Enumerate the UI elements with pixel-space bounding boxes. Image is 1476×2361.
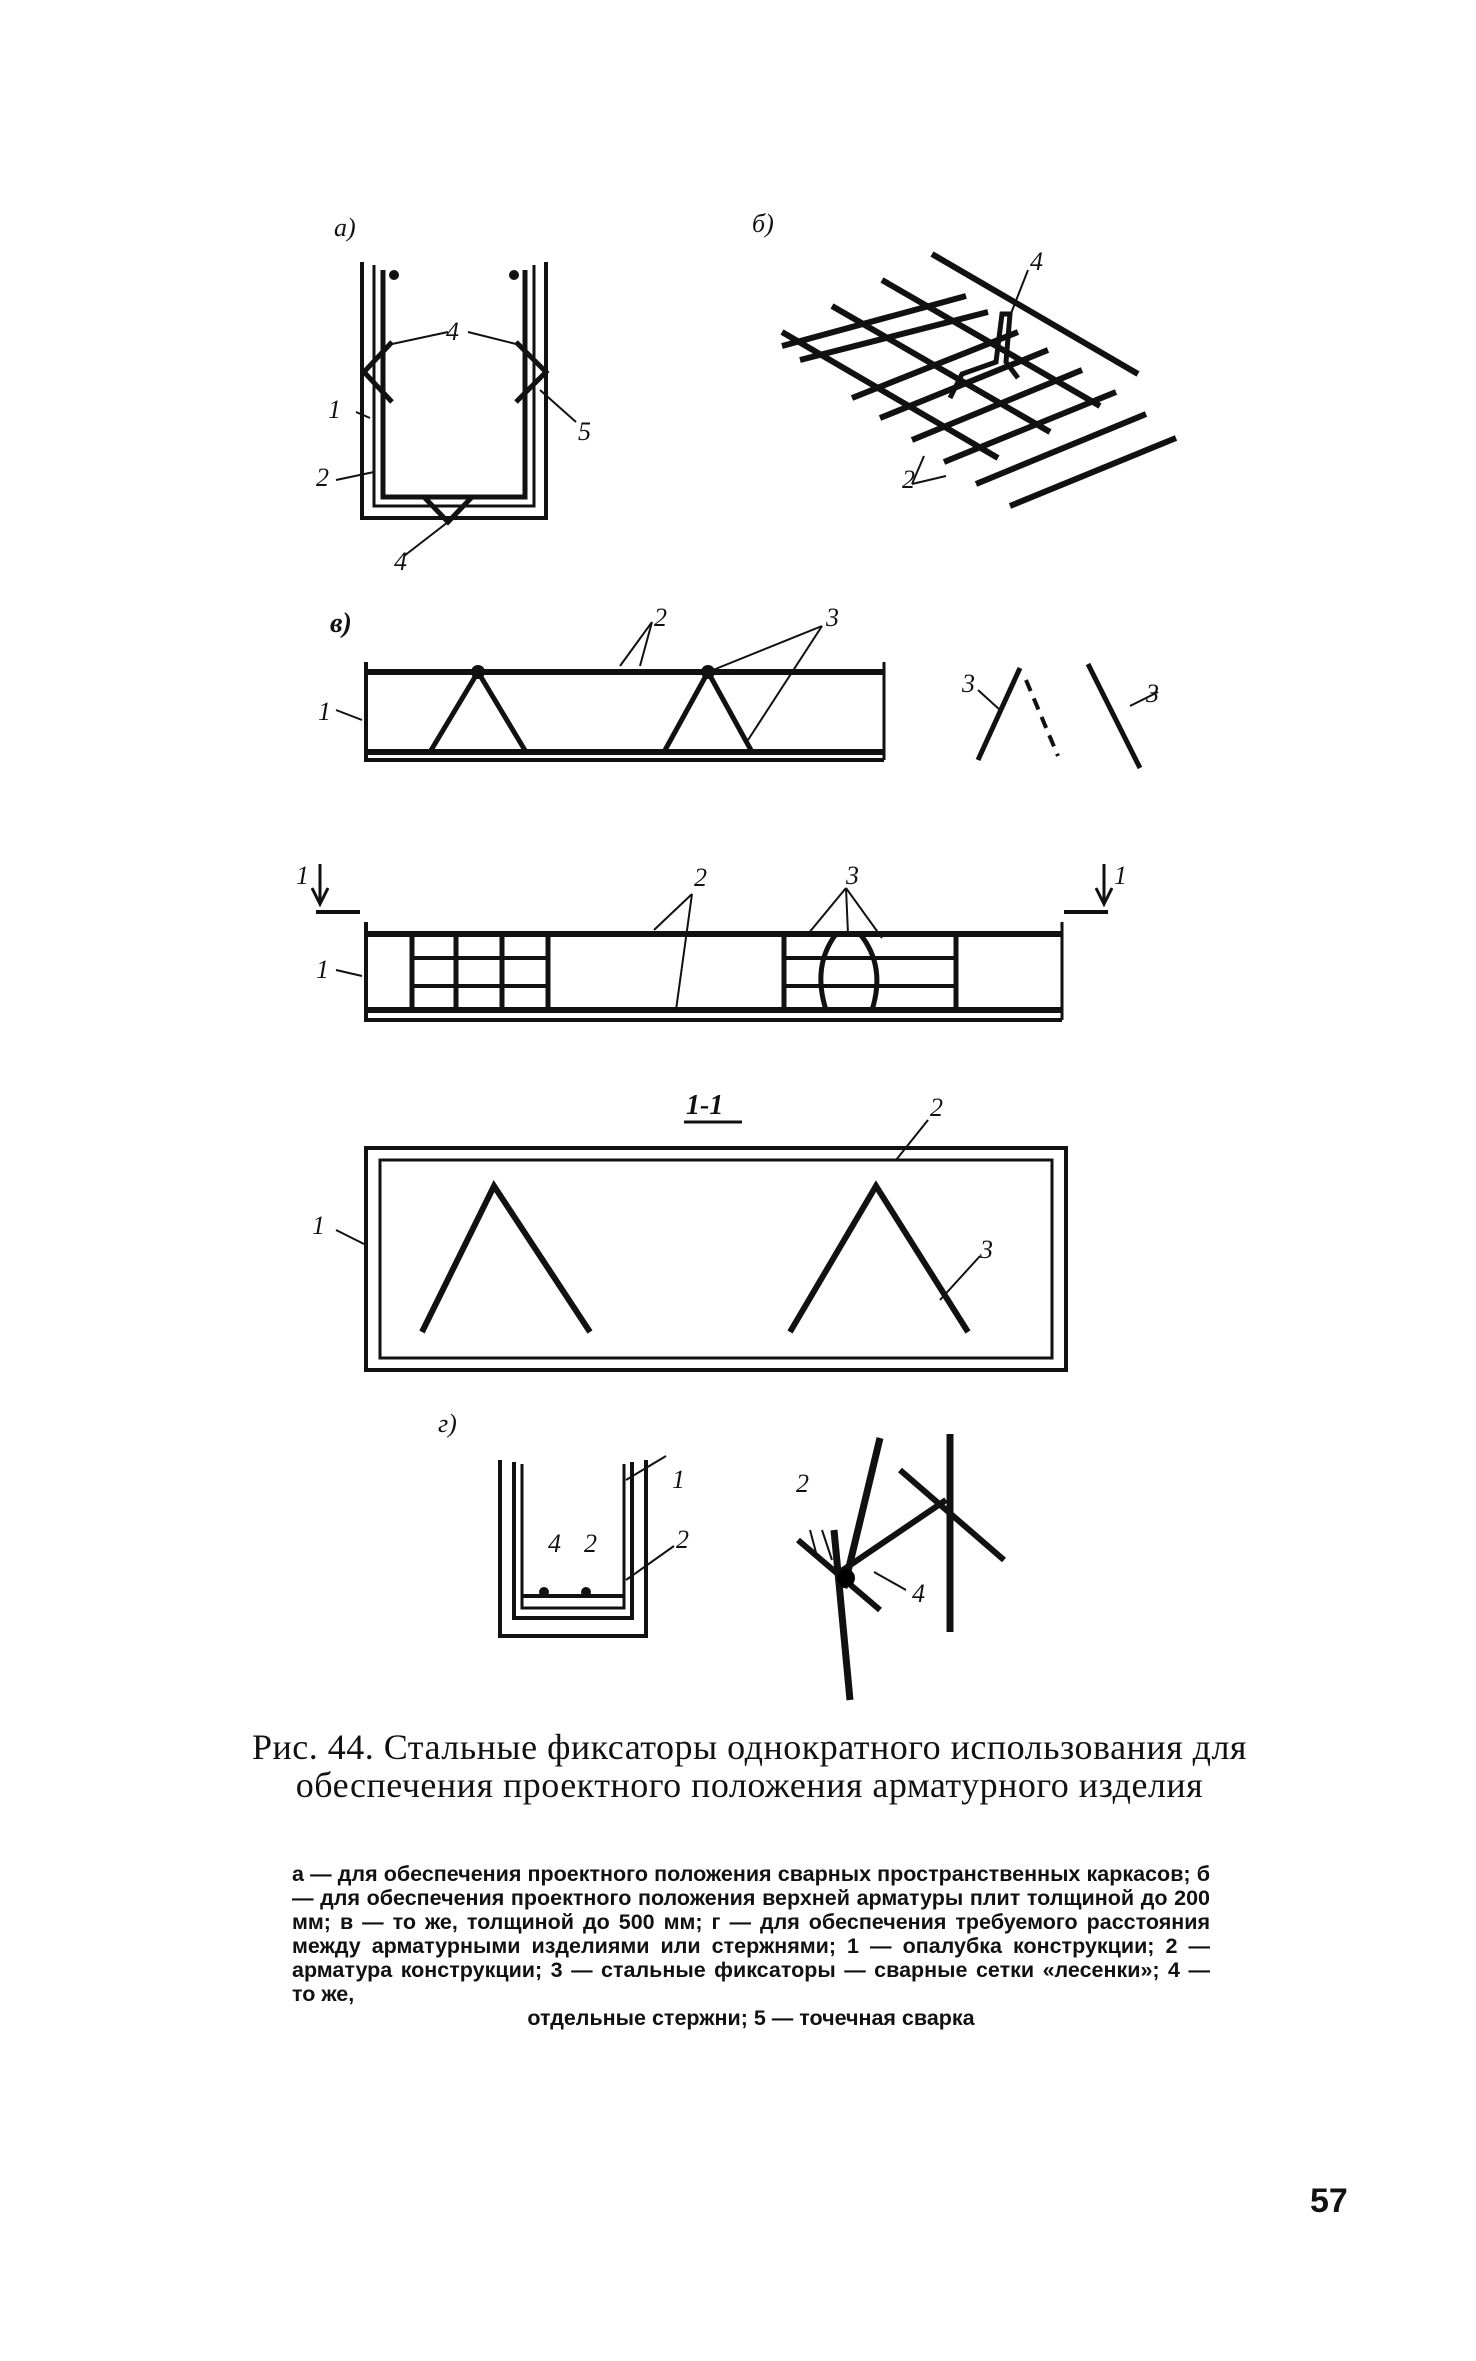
- panel-g-label: г): [438, 1409, 457, 1438]
- caption-body-last-line: отдельные стержни; 5 — точечная сварка: [527, 2006, 975, 2030]
- figure-caption-title: Рис. 44. Стальные фиксаторы однократного использования для обеспечения проектного положения арматурного изделия: [252, 1727, 1247, 1805]
- callout-gd-4: 4: [912, 1579, 925, 1608]
- section-1-1-drawing: [312, 1090, 1066, 1370]
- callout-vd-3a: 3: [962, 669, 975, 698]
- callout-v-1: 1: [318, 697, 331, 726]
- callout-vl-1: 1: [316, 955, 329, 984]
- callout-s-1: 1: [312, 1211, 325, 1240]
- page-number: 57: [1310, 2182, 1348, 2220]
- callout-s-2: 2: [930, 1093, 943, 1122]
- callout-s-3: 3: [980, 1235, 993, 1264]
- panel-v-ladder-drawing: [296, 861, 1127, 1034]
- callout-a-1: 1: [328, 395, 341, 424]
- callout-v-2: 2: [654, 603, 667, 632]
- callout-g-2b: 2: [584, 1529, 597, 1558]
- callout-vd-3b: 3: [1146, 679, 1159, 708]
- callout-b-2: 2: [902, 465, 915, 494]
- callout-a-2: 2: [316, 463, 329, 492]
- section-label: 1-1: [686, 1090, 724, 1121]
- callout-a-4: 4: [446, 317, 459, 346]
- panel-b-drawing: [752, 209, 1176, 506]
- callout-a-5: 5: [578, 417, 591, 446]
- panel-g-drawing: [438, 1409, 1004, 1700]
- panel-v-drawing: [318, 603, 1159, 774]
- callout-gd-2: 2: [796, 1469, 809, 1498]
- callout-v-3: 3: [826, 603, 839, 632]
- panel-v-label: в): [330, 608, 352, 639]
- caption-body-text: а — для обеспечения проектного положения сварных пространственных каркасов; б — для обеспечения проектного положения верхней арматуры плит толщиной до 200 мм; в — то же, толщиной до 500 мм; г — для обеспечения требуемого расстояния между арматурными изделиями или стержнями; 1 — опалубка конструкции; 2 — арматура конструкции; 3 — стальные фиксаторы — сварные сетки «лесенки»; 4 — то же,: [292, 1862, 1210, 2006]
- callout-g-2: 2: [676, 1525, 689, 1554]
- panel-a-label: а): [334, 213, 356, 242]
- callout-g-1: 1: [672, 1465, 685, 1494]
- panel-b-label: б): [752, 209, 774, 238]
- section-mark-left: 1: [296, 861, 309, 890]
- callout-b-4: 4: [1030, 247, 1043, 276]
- callout-a-4b: 4: [394, 547, 407, 576]
- callout-vl-2: 2: [694, 863, 707, 892]
- callout-g-4: 4: [548, 1529, 561, 1558]
- section-mark-right: 1: [1114, 861, 1127, 890]
- panel-a-drawing: [316, 213, 591, 576]
- callout-vl-3: 3: [846, 861, 859, 890]
- figure-caption-body: [292, 1862, 1210, 2030]
